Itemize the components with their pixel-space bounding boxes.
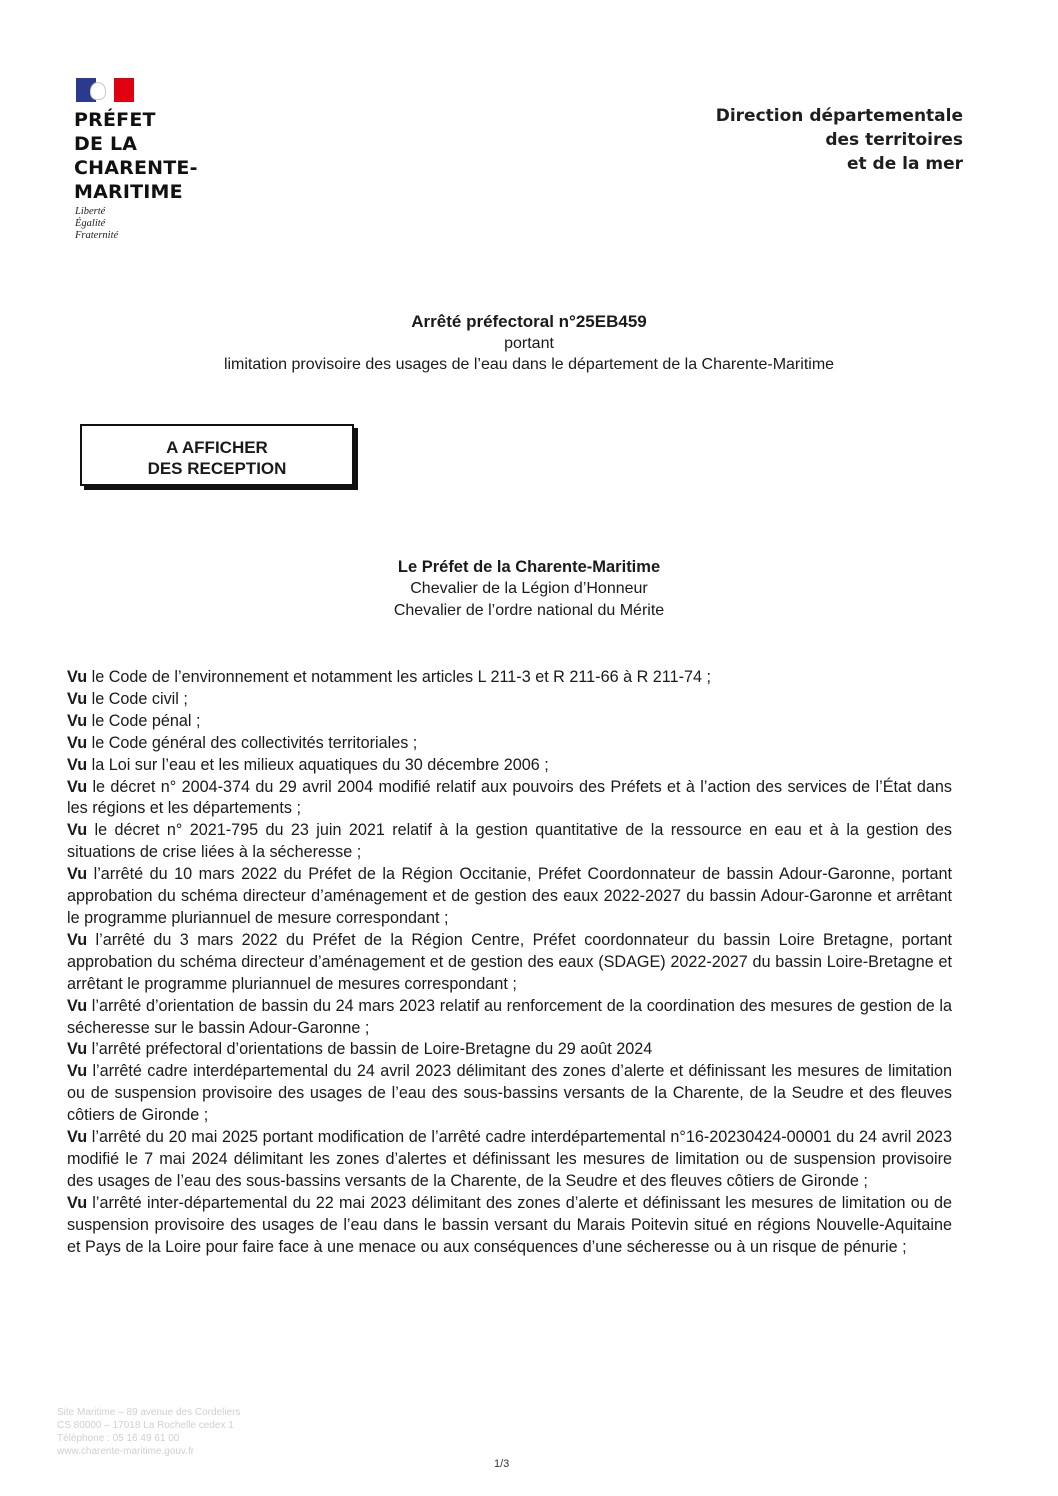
prefect-name: Le Préfet de la Charente-Maritime <box>397 558 661 576</box>
visa-text: le Code de l’environnement et notamment les articles L 211-3 et R 211-66 à R 211-74 ; <box>87 668 711 686</box>
prefect-heading <box>0 556 1058 622</box>
visa-vu: Vu <box>67 865 88 884</box>
logo-line: PRÉFET <box>74 109 156 131</box>
visa-item <box>67 820 952 864</box>
visa-item <box>67 777 952 821</box>
visa-vu: Vu <box>67 668 88 686</box>
direction-line: des territoires <box>825 130 963 150</box>
visa-item <box>67 733 952 755</box>
visa-item <box>67 755 952 777</box>
logo-line: MARITIME <box>74 181 183 203</box>
visa-item <box>67 1127 952 1193</box>
prefecture-logo-text <box>74 108 198 204</box>
logo-line: DE LA <box>74 133 138 155</box>
visa-item <box>67 667 952 689</box>
marianne-flag-logo <box>76 78 134 102</box>
prefect-honor: Chevalier de l’ordre national du Mérite <box>393 602 665 619</box>
visa-vu: Vu <box>67 711 88 730</box>
visa-item <box>67 1039 952 1061</box>
footer-line: Site Maritime – 89 avenue des Cordeliers <box>57 1407 241 1418</box>
visa-text: l’arrêté du 20 mai 2025 portant modification de l’arrêté cadre interdépartemental n°16-20230424-00001 du 24 avril 2023 modifié le 7 mai 2024 délimitant les zones d’alertes et définissant les mesures de limitation ou de suspension provisoire des usages de l’eau des sous-bassins versants de la Charente, de la Seudre et des fleuves côtiers de Gironde ; <box>67 1128 952 1190</box>
motto-line: Égalité <box>75 218 106 229</box>
visa-text: l’arrêté du 3 mars 2022 du Préfet de la Région Centre, Préfet coordonnateur du bassin Loire Bretagne, portant approbation du schéma directeur d’aménagement et de gestion des eaux (SDAGE) 2022-2027 du bassin Loire-Bretagne et arrêtant le programme pluriannuel de mesures correspondant ; <box>67 930 952 993</box>
visa-item <box>67 996 952 1040</box>
visa-vu: Vu <box>67 1062 88 1081</box>
footer-address <box>57 1406 240 1458</box>
visa-vu: Vu <box>67 1193 88 1212</box>
notice-line: DES RECEPTION <box>147 459 287 478</box>
visa-item <box>67 930 952 996</box>
visa-text: le décret n° 2021-795 du 23 juin 2021 relatif à la gestion quantitative de la ressource en eau et à la gestion des situations de crise liées à la sécheresse ; <box>67 821 952 862</box>
visa-vu: Vu <box>67 821 88 840</box>
notice-line: A AFFICHER <box>166 438 268 457</box>
visa-vu: Vu <box>67 1128 88 1147</box>
footer-line: www.charente-maritime.gouv.fr <box>57 1446 195 1457</box>
visa-text: l’arrêté préfectoral d’orientations de bassin de Loire-Bretagne du 29 août 2024 <box>87 1040 653 1059</box>
visa-item <box>67 1061 952 1127</box>
visa-item <box>67 1193 952 1259</box>
visa-vu: Vu <box>67 733 88 752</box>
republic-motto <box>75 206 118 242</box>
direction-line: Direction départementale <box>715 106 963 126</box>
visa-item <box>67 864 952 930</box>
issuing-direction <box>716 104 963 176</box>
visa-item <box>67 689 952 711</box>
decree-portant: portant <box>504 335 554 352</box>
footer-line: Téléphone : 05 16 49 61 00 <box>57 1433 180 1444</box>
visa-text: le Code général des collectivités territoriales ; <box>87 733 418 752</box>
visa-text: le Code pénal ; <box>87 711 201 730</box>
visa-text: le décret n° 2004-374 du 29 avril 2004 modifié relatif aux pouvoirs des Préfets et à l’action des services de l’État dans les régions et les départements ; <box>67 777 952 818</box>
visa-vu: Vu <box>67 755 88 774</box>
decree-title <box>0 311 1058 375</box>
visa-text: l’arrêté cadre interdépartemental du 24 avril 2023 délimitant des zones d’alerte et définissant les mesures de limitation ou de suspension provisoire des usages de l’eau des sous-bassins versants de la Charente, de la Seudre et des fleuves côtiers de Gironde ; <box>67 1062 952 1125</box>
visa-item <box>67 711 952 733</box>
prefect-honor: Chevalier de la Légion d’Honneur <box>410 580 648 597</box>
visa-vu: Vu <box>67 1040 88 1059</box>
visa-text: la Loi sur l’eau et les milieux aquatiques du 30 décembre 2006 ; <box>87 755 549 774</box>
visa-vu: Vu <box>67 689 88 708</box>
visa-list <box>67 667 952 1258</box>
motto-line: Liberté <box>75 206 106 217</box>
visa-text: le Code civil ; <box>87 689 188 708</box>
visa-vu: Vu <box>67 996 88 1015</box>
visa-text: l’arrêté du 10 mars 2022 du Préfet de la Région Occitanie, Préfet Coordonnateur de bassin Adour-Garonne, portant approbation du schéma directeur d’aménagement et de gestion des eaux 2022-2027 du bassin Adour-Garonne et arrêtant le programme pluriannuel de mesure correspondant ; <box>67 865 952 927</box>
visa-text: l’arrêté inter-départemental du 22 mai 2023 délimitant des zones d’alerte et définissant les mesures de limitation ou de suspension provisoire des usages de l’eau dans le bassin versant du Marais Poitevin situé en régions Nouvelle-Aquitaine et Pays de la Loire pour faire face à une menace ou aux conséquences d’une sécheresse ou à un risque de pénurie ; <box>67 1193 952 1256</box>
logo-line: CHARENTE- <box>74 157 198 179</box>
motto-line: Fraternité <box>75 230 119 241</box>
direction-line: et de la mer <box>846 154 963 174</box>
page-number: 1/3 <box>494 1458 510 1470</box>
decree-number: Arrêté préfectoral n°25EB459 <box>411 312 647 331</box>
visa-vu: Vu <box>67 930 88 949</box>
decree-subject: limitation provisoire des usages de l’eau dans le département de la Charente-Maritime <box>223 356 835 373</box>
footer-line: CS 80000 – 17018 La Rochelle cedex 1 <box>57 1420 234 1431</box>
visa-text: l’arrêté d’orientation de bassin du 24 mars 2023 relatif au renforcement de la coordination des mesures de gestion de la sécheresse sur le bassin Adour-Garonne ; <box>67 996 952 1037</box>
display-notice-box <box>80 424 354 486</box>
visa-vu: Vu <box>67 777 88 796</box>
